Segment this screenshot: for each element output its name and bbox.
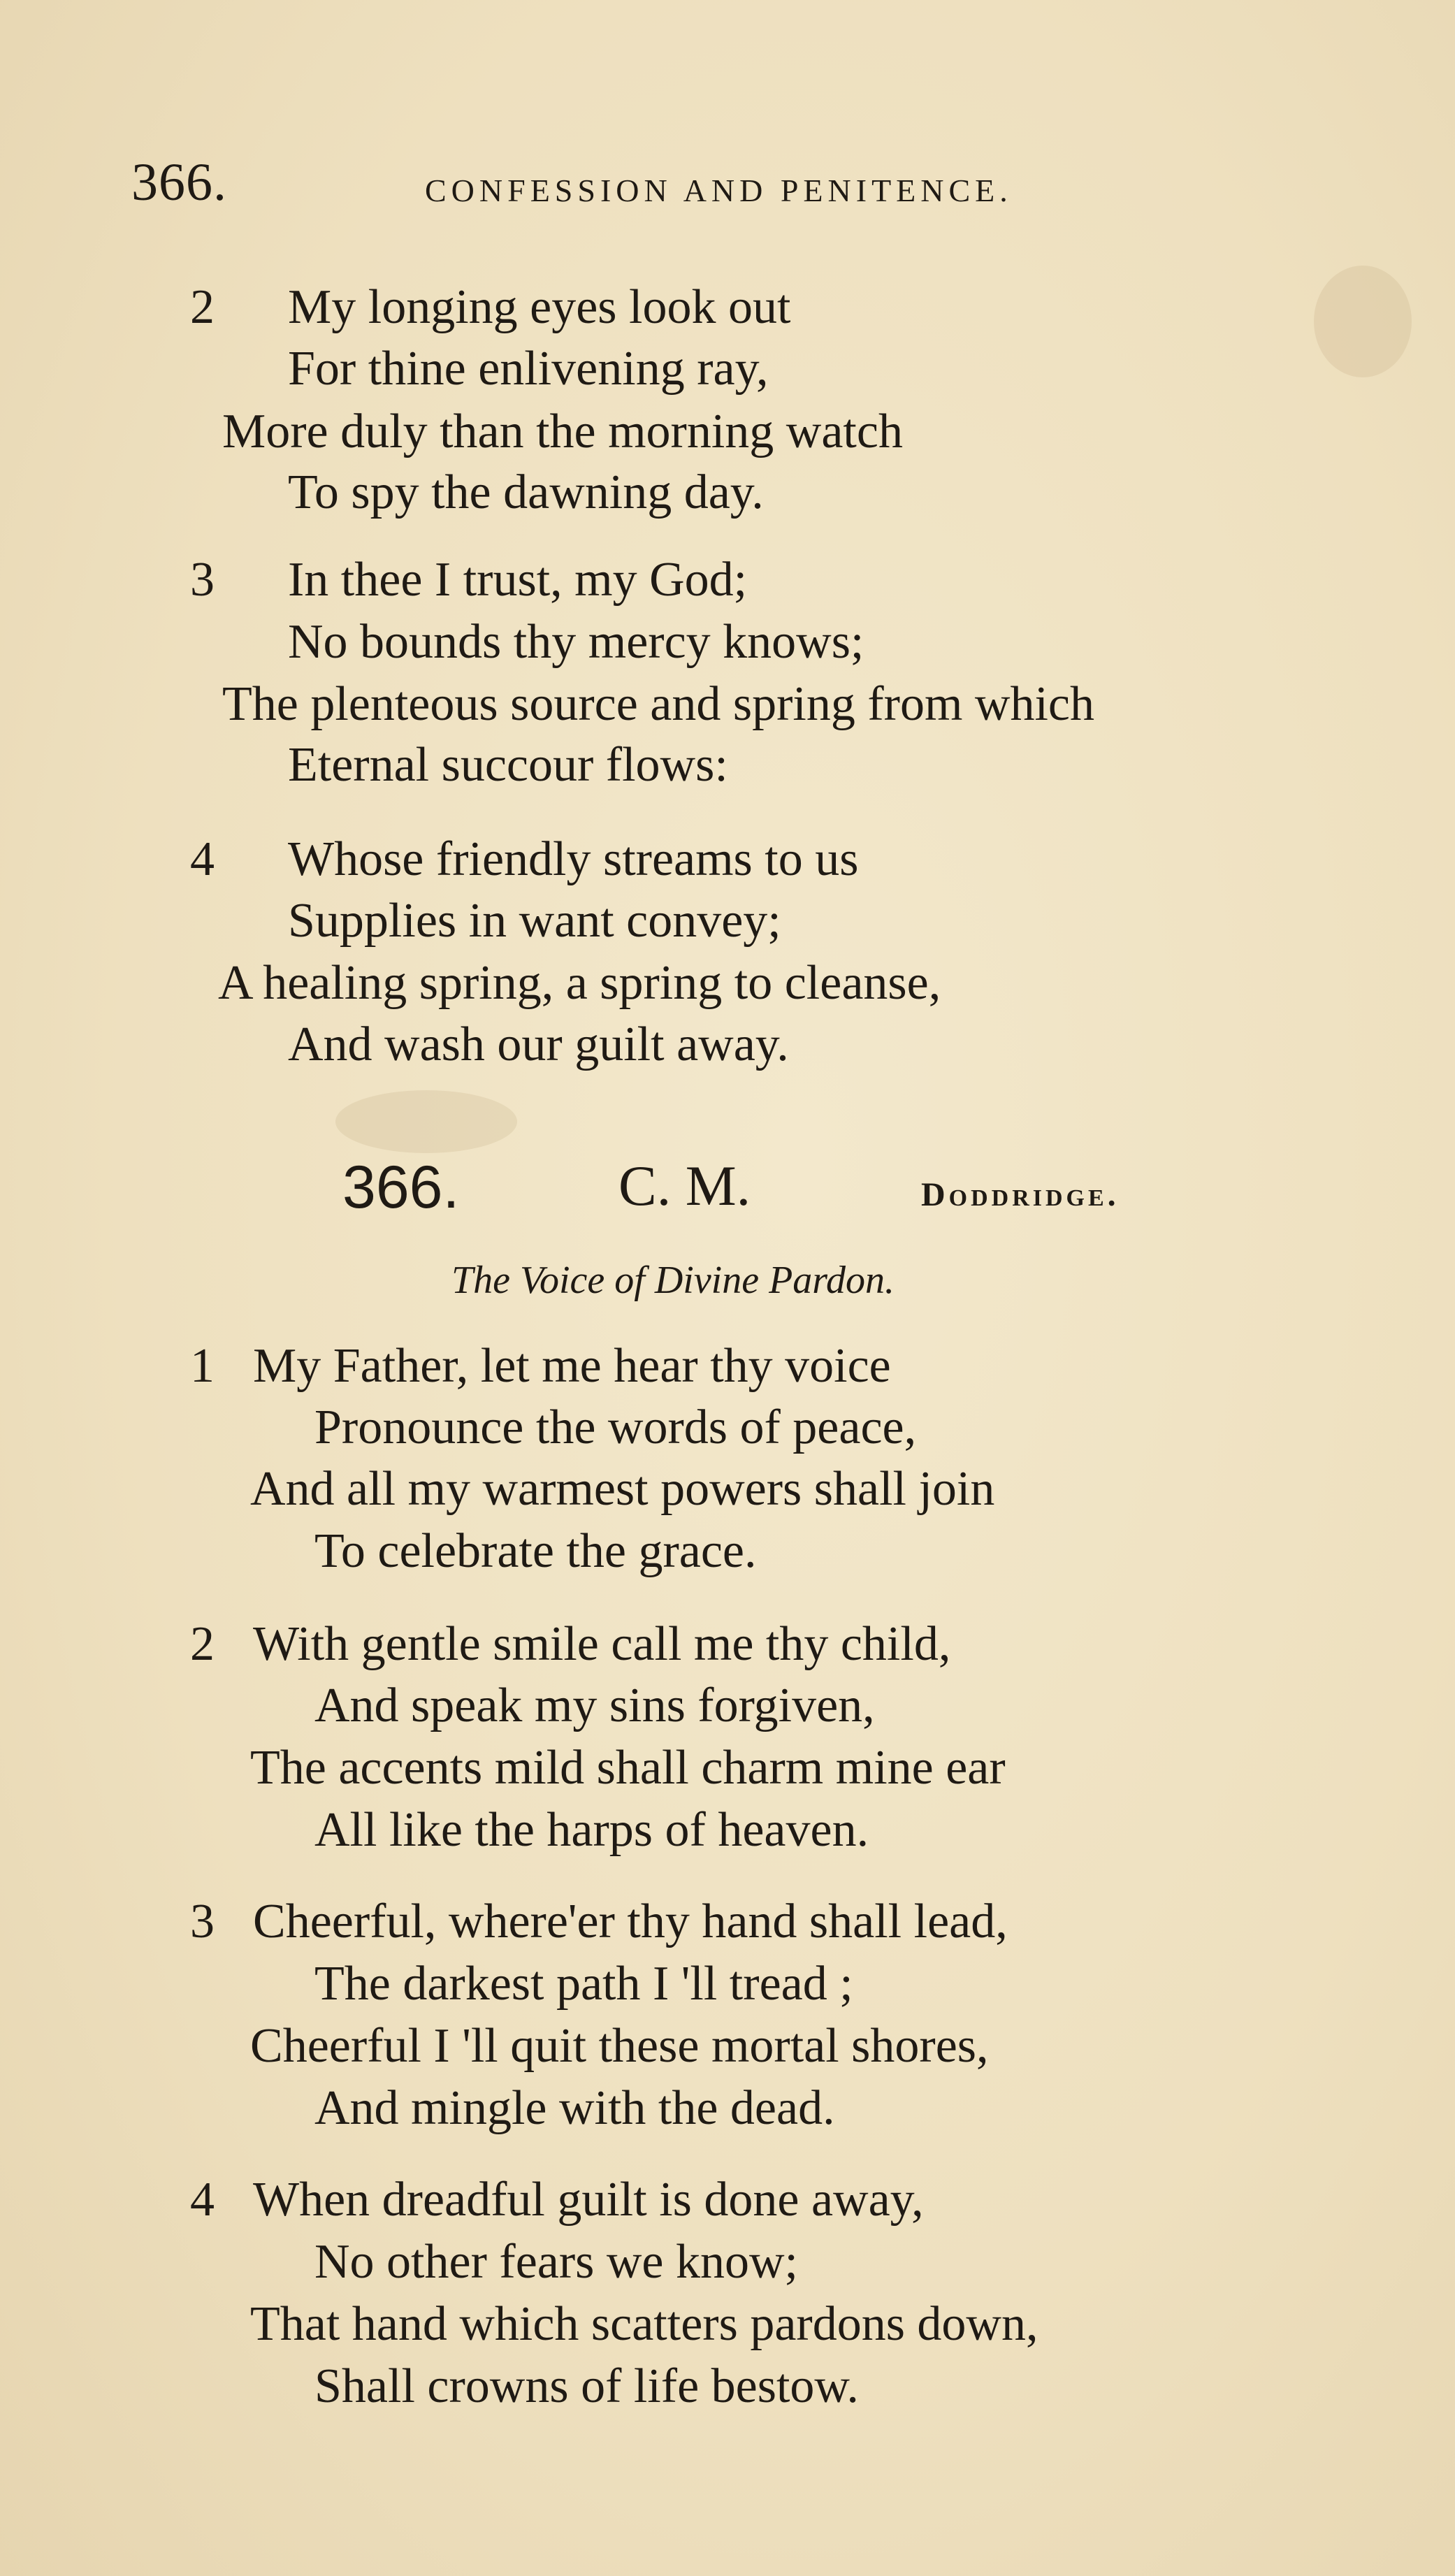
hymn-number: 366. [342, 1154, 460, 1221]
verse-line: Cheerful, where'er thy hand shall lead, [253, 1895, 1008, 1948]
verse-line: No bounds thy mercy knows; [288, 615, 864, 669]
verse-line: That hand which scatters pardons down, [250, 2297, 1038, 2351]
hymn-meter: C. M. [618, 1154, 751, 1217]
stanza-number: 2 [190, 280, 215, 334]
verse-line: My Father, let me hear thy voice [253, 1339, 891, 1393]
verse-line: Shall crowns of life bestow. [314, 2359, 859, 2413]
page-number: 366. [131, 153, 227, 212]
verse-line: Cheerful I 'll quit these mortal shores, [250, 2019, 989, 2073]
stanza-number: 3 [190, 1895, 215, 1948]
verse-line: For thine enlivening ray, [288, 342, 769, 396]
verse-line: And mingle with the dead. [314, 2081, 835, 2135]
verse-line: My longing eyes look out [288, 280, 791, 334]
verse-line: With gentle smile call me thy child, [253, 1617, 951, 1671]
verse-line: No other fears we know; [314, 2235, 799, 2289]
verse-line: To celebrate the grace. [314, 1524, 757, 1578]
verse-line: And wash our guilt away. [288, 1018, 789, 1071]
verse-line: The darkest path I 'll tread ; [314, 1957, 853, 2011]
verse-line: And all my warmest powers shall join [250, 1462, 995, 1516]
verse-line: When dreadful guilt is done away, [253, 2173, 924, 2227]
verse-line: A healing spring, a spring to cleanse, [218, 956, 941, 1010]
verse-line: And speak my sins forgiven, [314, 1679, 875, 1732]
verse-line: More duly than the morning watch [222, 405, 903, 458]
stanza-number: 4 [190, 2173, 215, 2227]
hymn-author: Doddridge. [921, 1176, 1120, 1213]
hymn-heading [0, 1153, 1455, 1230]
stanza-number: 2 [190, 1617, 215, 1671]
hymn-title: The Voice of Divine Pardon. [451, 1259, 895, 1302]
verse-line: Whose friendly streams to us [288, 832, 859, 886]
verse-line: In thee I trust, my God; [288, 553, 748, 607]
stanza-number: 3 [190, 553, 215, 607]
stanza-number: 1 [190, 1339, 215, 1393]
verse-line: Pronounce the words of peace, [314, 1401, 917, 1454]
verse-line: Supplies in want convey; [288, 894, 781, 948]
verse-line: The accents mild shall charm mine ear [250, 1741, 1006, 1795]
page-header [131, 152, 1152, 215]
running-head: CONFESSION AND PENITENCE. [425, 173, 1013, 208]
verse-line: All like the harps of heaven. [314, 1803, 869, 1857]
verse-line: The plenteous source and spring from which [222, 677, 1095, 731]
stanza-number: 4 [190, 832, 215, 886]
verse-line: To spy the dawning day. [288, 465, 764, 519]
stain [1314, 266, 1412, 377]
verse-line: Eternal succour flows: [288, 738, 728, 792]
stain [335, 1090, 517, 1153]
